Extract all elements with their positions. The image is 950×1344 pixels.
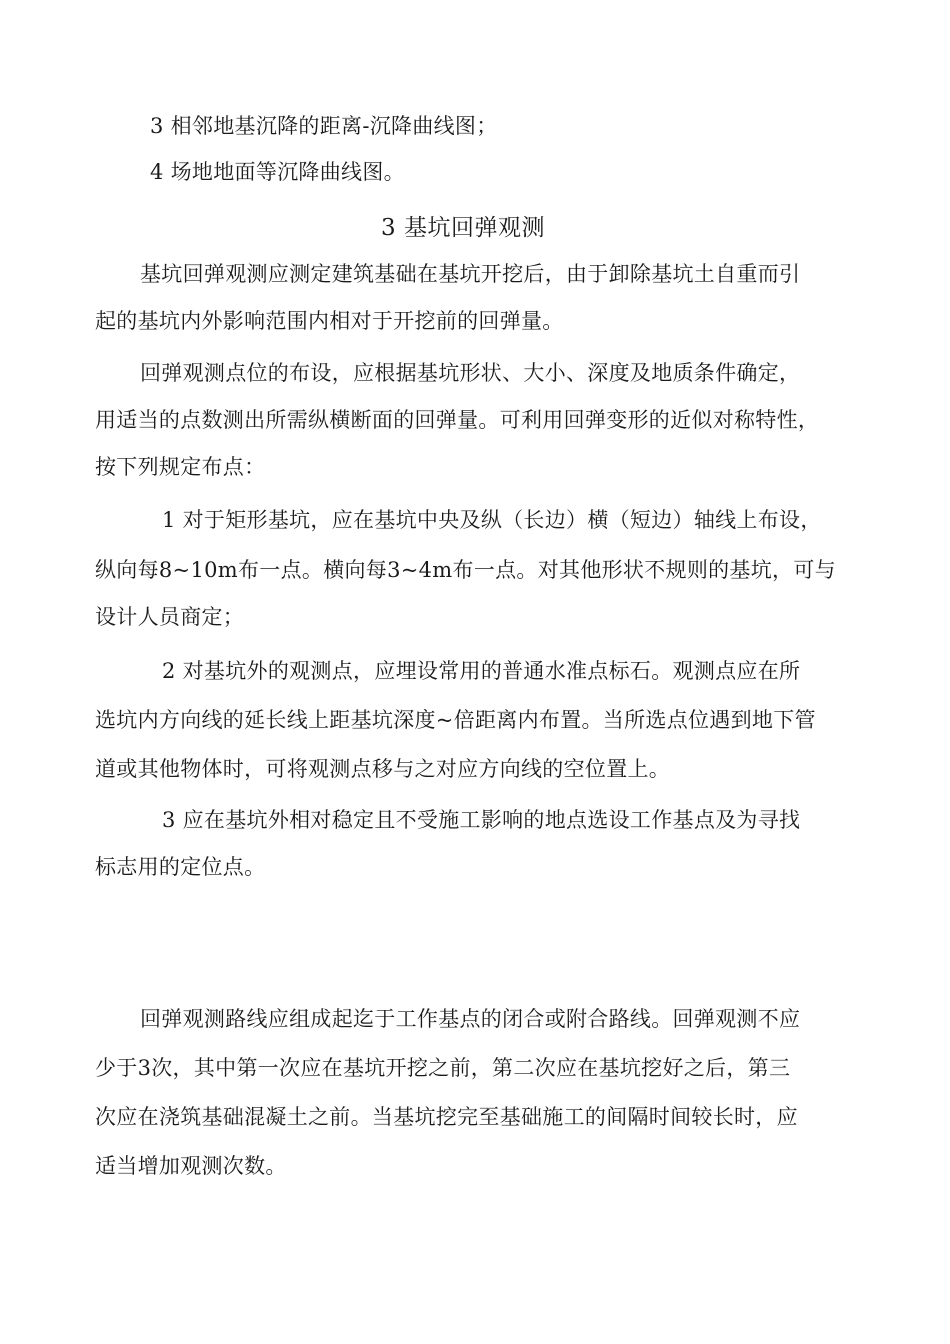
list-item-3: 3 相邻地基沉降的距离-沉降曲线图； xyxy=(150,114,498,138)
paragraph-line: 2 对基坑外的观测点，应埋设常用的普通水准点标石。观测点应在所 xyxy=(162,659,801,683)
paragraph-line: 设计人员商定； xyxy=(95,605,245,629)
paragraph-line: 回弹观测点位的布设，应根据基坑形状、大小、深度及地质条件确定， xyxy=(140,361,801,385)
paragraph-line: 3 应在基坑外相对稳定且不受施工影响的地点选设工作基点及为寻找 xyxy=(162,808,801,832)
section-title: 3 基坑回弹观测 xyxy=(381,215,545,241)
paragraph-line: 起的基坑内外影响范围内相对于开挖前的回弹量。 xyxy=(95,309,564,333)
paragraph-line: 标志用的定位点。 xyxy=(95,855,266,879)
paragraph-line: 适当增加观测次数。 xyxy=(95,1154,287,1178)
paragraph-line: 按下列规定布点： xyxy=(95,455,266,479)
paragraph-line: 选坑内方向线的延长线上距基坑深度~倍距离内布置。当所选点位遇到地下管 xyxy=(95,708,816,732)
paragraph-line: 用适当的点数测出所需纵横断面的回弹量。可利用回弹变形的近似对称特性， xyxy=(95,408,820,432)
paragraph-line: 次应在浇筑基础混凝土之前。当基坑挖完至基础施工的间隔时间较长时，应 xyxy=(95,1105,798,1129)
paragraph-line: 纵向每8~10m布一点。横向每3~4m布一点。对其他形状不规则的基坑，可与 xyxy=(95,558,836,582)
paragraph-line: 少于3次，其中第一次应在基坑开挖之前，第二次应在基坑挖好之后，第三 xyxy=(95,1056,791,1080)
paragraph-line: 1 对于矩形基坑，应在基坑中央及纵（长边）横（短边）轴线上布设， xyxy=(162,508,822,532)
paragraph-line: 基坑回弹观测应测定建筑基础在基坑开挖后，由于卸除基坑土自重而引 xyxy=(140,262,801,286)
list-item-4: 4 场地地面等沉降曲线图。 xyxy=(150,160,405,184)
paragraph-line: 回弹观测路线应组成起迄于工作基点的闭合或附合路线。回弹观测不应 xyxy=(140,1007,801,1031)
paragraph-line: 道或其他物体时，可将观测点移与之对应方向线的空位置上。 xyxy=(95,757,671,781)
